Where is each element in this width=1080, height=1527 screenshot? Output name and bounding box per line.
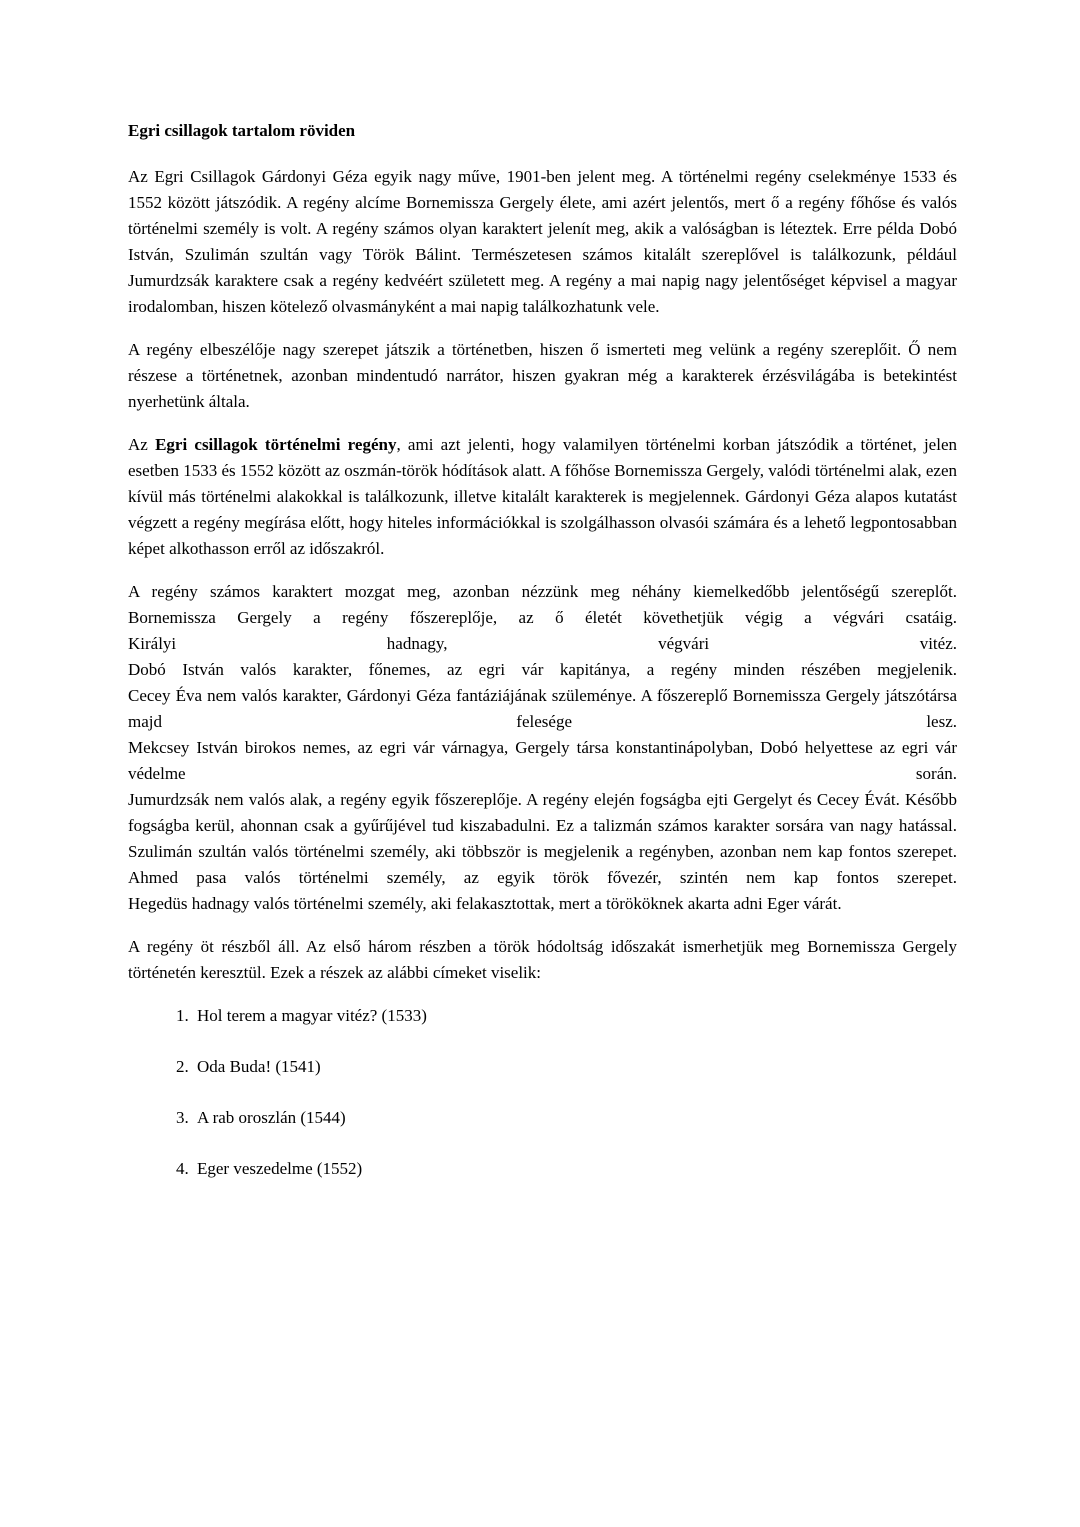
character-line-dobo: Dobó István valós karakter, főnemes, az egri vár kapitánya, a regény minden részében megjelenik. (128, 660, 957, 679)
genre-bold-phrase: Egri csillagok történelmi regény (155, 435, 397, 454)
paragraph-parts-intro: A regény öt részből áll. Az első három részben a török hódoltság időszakát ismerhetjük meg Bornemissza Gergely történetén keresztül. Ezek a részek az alábbi címeket viselik: (128, 937, 957, 982)
parts-list (128, 1003, 957, 1182)
paragraph-narrator: A regény elbeszélője nagy szerepet játszik a történetben, hiszen ő ismerteti meg velünk a regény szereplőit. Ő nem részese a történetnek, azonban mindentudó narrátor, hiszen gyakran még a karakterek érzésvilágába is betekintést nyerhetünk általa. (128, 340, 957, 411)
character-line-ahmed: Ahmed pasa valós történelmi személy, az egyik török fővezér, szintén nem kap fontos szerepet. (128, 868, 957, 887)
character-line-kiralyi: Királyi hadnagy, végvári vitéz. (128, 634, 957, 653)
paragraph-characters (128, 579, 957, 917)
character-line-szuliman: Szulimán szultán valós történelmi személy, aki többször is megjelenik a regényben, azonban nem kap fontos szerepet. (128, 842, 957, 861)
character-line-cecey: Cecey Éva nem valós karakter, Gárdonyi Géza fantáziájának szüleménye. A főszereplő Bornemissza Gergely játszótársa majd felesége lesz. (128, 686, 957, 731)
genre-rest: , ami azt jelenti, hogy valamilyen történelmi korban játszódik a történet, jelen esetben 1533 és 1552 között az oszmán-török hódítások alatt. A főhőse Bornemissza Gergely, valódi történelmi alak, ezen kívül más történelmi alakokkal is találkozunk, illetve kitalált karakterek is megjelennek. Gárdonyi Géza alapos kutatást végzett a regény megírása előtt, hogy hiteles információkkal is szolgálhasson olvasói számára és a lehető legpontosabban képet alkothasson erről az időszakról. (128, 435, 957, 558)
character-line-hegedus: Hegedüs hadnagy valós történelmi személy, aki felakasztottak, mert a törököknek akarta adni Eger várát. (128, 894, 842, 913)
character-line-bornemissza: Bornemissza Gergely a regény főszereplője, az ő életét követhetjük végig a végvári csatáig. (128, 608, 957, 627)
list-item-part-2: 2. Oda Buda! (1541) (193, 1054, 957, 1080)
list-item-part-4: 4. Eger veszedelme (1552) (193, 1156, 957, 1182)
character-line-mekcsey: Mekcsey István birokos nemes, az egri vár várnagya, Gergely társa konstantinápolyban, Dobó helyettese az egri vár védelme során. (128, 738, 957, 783)
character-line-jumurdzsak: Jumurdzsák nem valós alak, a regény egyik főszereplője. A regény elején fogságba ejti Gergelyt és Cecey Évát. Később fogságba kerül, ahonnan csak a gyűrűjével tud kiszabadulni. Ez a talizmán számos karakter sorsára van nagy hatással. (128, 790, 957, 835)
characters-intro-line: A regény számos karaktert mozgat meg, azonban nézzünk meg néhány kiemelkedőbb jelentőségű szereplőt. (128, 582, 957, 601)
genre-prefix: Az (128, 435, 156, 454)
paragraph-intro: Az Egri Csillagok Gárdonyi Géza egyik nagy műve, 1901-ben jelent meg. A történelmi regény cselekménye 1533 és 1552 között játszódik. A regény alcíme Bornemissza Gergely élete, ami azért jelentős, mert ő a regény főhőse és valós történelmi személy is volt. A regény számos olyan karaktert jelenít meg, akik a valóságban is léteztek. Erre példa Dobó István, Szulimán szultán vagy Török Bálint. Természetesen számos kitalált szereplővel is találkozunk, például Jumurdzsák karaktere csak a regény kedvéért született meg. A regény a mai napig nagy jelentőséget képvisel a magyar irodalomban, hiszen kötelező olvasmányként a mai napig találkozhatunk vele. (128, 167, 957, 316)
list-item-part-1: 1. Hol terem a magyar vitéz? (1533) (193, 1003, 957, 1029)
document-title: Egri csillagok tartalom röviden (128, 121, 356, 140)
list-item-part-3: 3. A rab oroszlán (1544) (193, 1105, 957, 1131)
paragraph-genre (128, 432, 957, 562)
